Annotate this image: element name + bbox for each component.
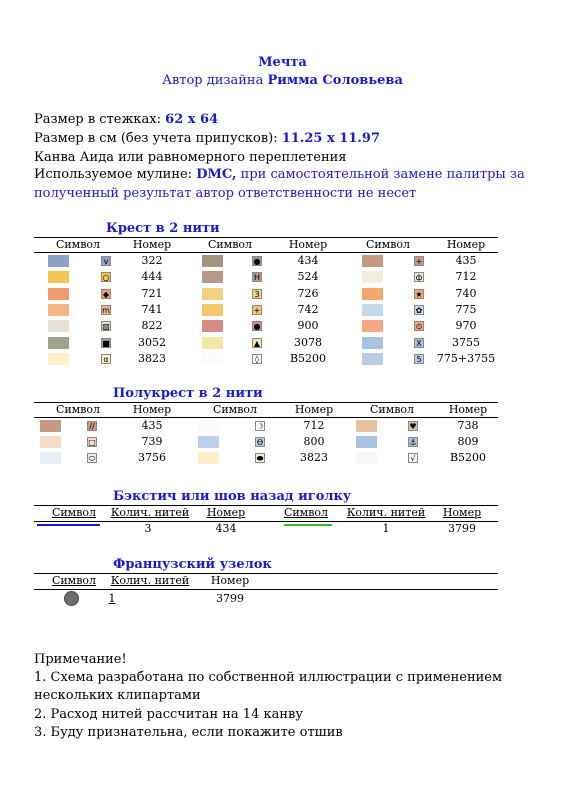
cross-swatch (362, 271, 383, 283)
half-col-symbol-3: Символ (369, 403, 415, 416)
half-swatch (198, 420, 219, 432)
half-col-number-2: Номер (294, 403, 334, 416)
cross-col-number-3: Номер (446, 238, 486, 251)
cross-symbol-icon: ◊ (252, 354, 262, 364)
cross-symbol-icon: ○ (102, 273, 110, 283)
back-threads-2: 1 (382, 522, 390, 535)
half-symbol-icon: □ (88, 438, 96, 447)
cross-number: 524 (297, 270, 319, 284)
half-header-rule (34, 417, 498, 418)
author-label: Автор дизайна (162, 73, 264, 88)
back-col-threads-2: Колич. нитей (346, 506, 426, 519)
cross-number: 740 (455, 286, 477, 300)
floss-note-1: при самостоятельной замене палитры за (240, 167, 525, 182)
cross-swatch (202, 320, 223, 332)
cross-swatch (48, 353, 69, 365)
cross-col-symbol-3: Символ (365, 238, 411, 251)
size-stitches-label: Размер в стежках: (34, 112, 162, 127)
cross-symbol-icon: ▧ (102, 322, 110, 332)
cross-swatch (202, 288, 223, 300)
cross-swatch (362, 320, 383, 332)
cross-swatch (202, 255, 223, 267)
half-number: 3756 (138, 451, 166, 464)
back-col-symbol-1: Символ (51, 506, 97, 519)
cross-symbol-icon: ✿ (415, 305, 423, 315)
floss-line (34, 167, 525, 182)
cross-symbol-icon: α (101, 354, 111, 364)
size-cm-label: Размер в см (без учета припусков): (34, 131, 278, 146)
half-swatch (40, 436, 61, 448)
knot-col-symbol: Символ (51, 574, 97, 587)
half-swatch (40, 420, 61, 432)
half-symbol-icon: ⬬ (256, 454, 264, 463)
back-col-number-2: Номер (442, 506, 482, 519)
cross-swatch (48, 320, 69, 332)
cross-number: 3052 (138, 335, 166, 349)
back-col-threads-1: Колич. нитей (110, 506, 190, 519)
half-symbol-icon: Ѳ (256, 438, 264, 447)
cross-col-number-1: Номер (132, 238, 172, 251)
cross-col-number-2: Номер (288, 238, 328, 251)
size-stitches (34, 112, 218, 127)
cross-swatch (48, 304, 69, 316)
cross-number: 322 (141, 254, 163, 267)
half-swatch (198, 436, 219, 448)
floss-brand: DMC, (196, 167, 237, 182)
cross-symbol-icon: ● (253, 322, 261, 332)
half-symbol-icon: ☽ (256, 422, 264, 431)
half-swatch (356, 436, 377, 448)
half-number: 3823 (300, 451, 328, 464)
page-title: Мечта (258, 55, 307, 70)
cross-swatch (202, 353, 223, 365)
half-col-symbol-2: Символ (212, 403, 258, 416)
cross-swatch (362, 304, 383, 316)
half-symbol-icon: // (87, 421, 97, 431)
half-swatch (356, 420, 377, 432)
cross-swatch (48, 255, 69, 267)
cross-col-symbol-2: Символ (207, 238, 253, 251)
cross-symbol-icon: ◆ (102, 289, 110, 299)
cross-symbol-icon: 5 (414, 354, 424, 364)
cross-number: 435 (455, 254, 477, 267)
half-number: 435 (141, 419, 163, 432)
notes-line-3: 3. Буду признательна, если покажите отшив (34, 725, 343, 740)
knot-threads: 1 (108, 592, 116, 605)
cross-symbol-icon: ⊙ (415, 322, 423, 332)
back-col-number-1: Номер (206, 506, 246, 519)
notes-heading: Примечание! (34, 652, 127, 667)
cross-number: 775 (455, 302, 477, 316)
cross-number: 721 (141, 286, 163, 300)
cross-symbol-icon: 3 (252, 289, 262, 299)
cross-symbol-icon: H (253, 273, 260, 283)
back-header-rule (34, 521, 498, 522)
cross-header-rule (34, 252, 498, 253)
knot-col-number: Номер (210, 574, 250, 587)
cross-swatch (362, 288, 383, 300)
half-symbol-icon: ♥ (409, 422, 417, 431)
cross-number: 970 (455, 319, 477, 333)
cross-number: 3078 (294, 335, 322, 349)
half-number: 738 (457, 419, 479, 432)
half-swatch (40, 452, 61, 464)
cross-number: 900 (297, 319, 319, 333)
cross-number: B5200 (289, 351, 327, 365)
knot-col-threads: Колич. нитей (110, 574, 190, 587)
backstitch-line-blue (37, 524, 100, 526)
size-cm (34, 131, 380, 146)
half-number: 809 (457, 435, 479, 448)
cross-number: 741 (141, 302, 163, 316)
cross-number: 444 (141, 270, 163, 284)
cross-number: 775+3755 (436, 351, 496, 365)
back-col-symbol-2: Символ (283, 506, 329, 519)
cross-swatch (362, 255, 383, 267)
author-line (0, 73, 565, 88)
cross-symbol-icon: m (102, 305, 110, 315)
cross-symbol-icon: + (253, 305, 261, 315)
cross-number: 742 (297, 302, 319, 316)
cross-number: 712 (455, 270, 477, 284)
floss-label: Используемое мулине: (34, 167, 193, 182)
back-threads-1: 3 (144, 522, 152, 535)
cross-symbol-icon: ● (253, 257, 261, 266)
french-knot-icon (64, 591, 79, 606)
knot-heading: Французский узелок (113, 557, 272, 572)
cross-col-symbol-1: Символ (55, 238, 101, 251)
backstitch-line-green (284, 524, 332, 526)
cross-symbol-icon: + (415, 257, 423, 266)
knot-header-rule (34, 589, 498, 590)
cross-swatch (362, 337, 383, 349)
back-heading: Бэкстич или шов назад иголку (113, 489, 352, 504)
cross-symbol-icon: X (414, 338, 424, 348)
half-number: 739 (141, 435, 163, 448)
back-number-2: 3799 (448, 522, 476, 535)
notes-line-1a: 1. Схема разработана по собственной иллюстрации с применением (34, 670, 503, 685)
cross-swatch (48, 271, 69, 283)
knot-number: 3799 (216, 592, 244, 605)
half-number: 712 (303, 419, 325, 432)
cross-swatch (48, 337, 69, 349)
size-cm-value: 11.25 x 11.97 (281, 131, 380, 146)
cross-symbol-icon: v (101, 256, 111, 266)
notes-line-2: 2. Расход нитей рассчитан на 14 канву (34, 707, 303, 722)
cross-symbol-icon: ф (415, 273, 423, 283)
cross-symbol-icon: ■ (102, 338, 110, 348)
cross-number: 3823 (138, 351, 166, 365)
half-swatch (198, 452, 219, 464)
half-symbol-icon: ⬭ (88, 454, 96, 463)
cross-swatch (362, 353, 383, 365)
half-col-symbol-1: Символ (55, 403, 101, 416)
half-heading: Полукрест в 2 нити (113, 386, 263, 401)
half-symbol-icon: √ (408, 453, 418, 463)
half-col-number-3: Номер (448, 403, 488, 416)
cross-symbol-icon: ★ (415, 289, 423, 299)
cross-number: 434 (297, 254, 319, 267)
cross-swatch (202, 304, 223, 316)
back-number-1: 434 (215, 522, 237, 535)
floss-note-2: полученный результат автор ответственности не несет (34, 186, 417, 201)
cross-swatch (202, 271, 223, 283)
half-number: B5200 (449, 451, 487, 464)
half-swatch (356, 452, 377, 464)
notes-line-1b: нескольких клипартами (34, 688, 201, 703)
cross-swatch (202, 337, 223, 349)
cross-heading: Крест в 2 нити (106, 221, 220, 236)
cross-symbol-icon: ▲ (253, 338, 261, 348)
half-col-number-1: Номер (132, 403, 172, 416)
size-stitches-value: 62 x 64 (165, 112, 219, 127)
cross-number: 822 (141, 319, 163, 333)
cross-number: 3755 (452, 335, 480, 349)
canvas-line: Канва Аида или равномерного переплетения (34, 150, 347, 165)
cross-number: 726 (297, 286, 319, 300)
half-symbol-icon: ⚓ (409, 438, 417, 447)
author-name: Римма Соловьева (267, 73, 403, 88)
cross-swatch (48, 288, 69, 300)
half-number: 800 (303, 435, 325, 448)
